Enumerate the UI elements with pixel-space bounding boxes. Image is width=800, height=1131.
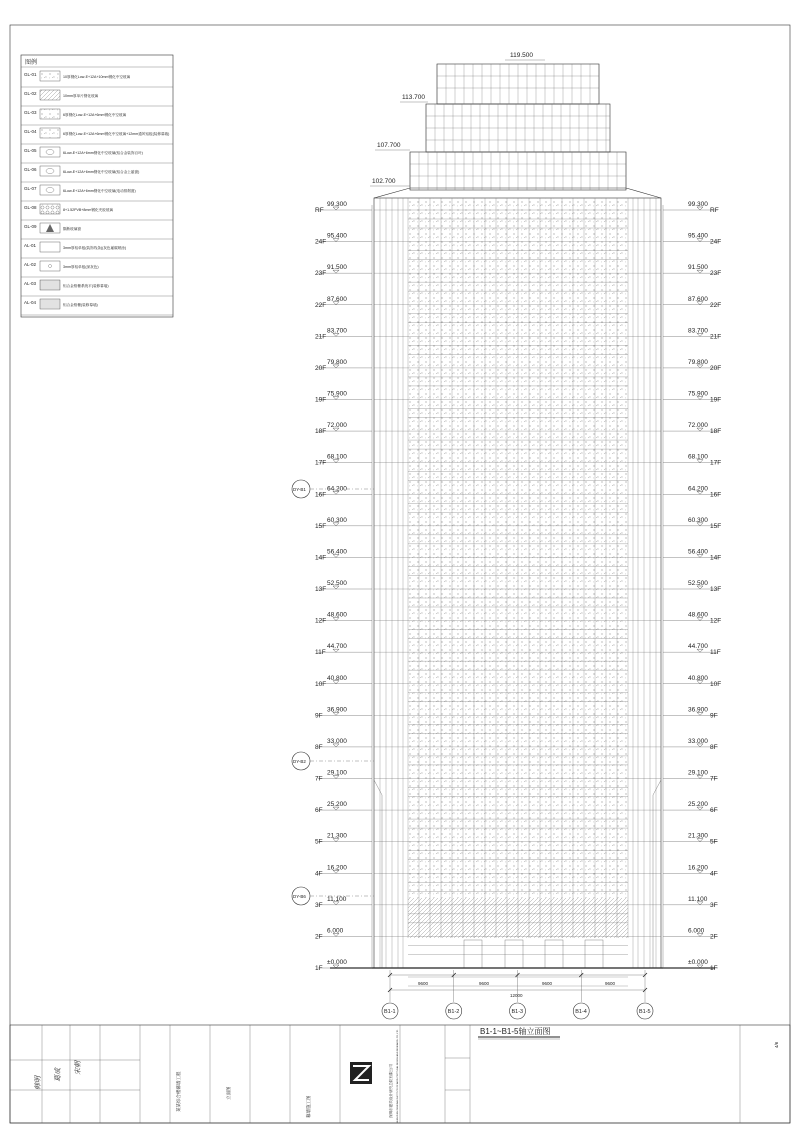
level-elev-right: 16.200 (688, 864, 708, 872)
level-elev-left: 25.200 (327, 801, 347, 809)
level-floor-right: 11F (710, 649, 721, 657)
sheet-number: 4/6 (774, 1041, 779, 1048)
level-elev-right: 40.800 (688, 674, 708, 682)
level-elev-right: 95.400 (688, 232, 708, 240)
drawing-title-text: B1-1~B1-5轴立面图 (480, 1027, 551, 1036)
level-elev-left: 11.100 (327, 895, 347, 903)
legend-code: GL-06 (24, 167, 37, 172)
level-elev-right: 72.000 (688, 422, 708, 430)
elev-top: 119.500 (510, 52, 534, 59)
level-elev-right: 48.600 (688, 611, 708, 619)
level-elev-right: ±0.000 (688, 959, 708, 966)
legend-code: GL-05 (24, 148, 37, 153)
level-elev-left: ±0.000 (327, 959, 347, 966)
level-floor-left: 16F (315, 491, 327, 499)
level-floor-left: 14F (315, 554, 327, 562)
level-elev-right: 60.300 (688, 516, 708, 524)
legend-text: 8+1.52PVB+8mm钢化夹胶玻璃 (63, 208, 113, 212)
level-floor-left: 3F (315, 901, 323, 909)
level-floor-right: 19F (710, 396, 722, 404)
level-elev-left: 40.800 (327, 674, 347, 682)
dim-total: 12000 (510, 993, 523, 998)
legend-code: AL-02 (24, 262, 37, 267)
level-elev-left: 16.200 (327, 864, 347, 872)
level-floor-right: RF (710, 207, 719, 214)
level-floor-left: 10F (315, 680, 327, 688)
level-elev-left: 52.500 (327, 580, 347, 587)
dim-bay-1: 9600 (418, 981, 429, 986)
level-floor-right: 7F (710, 775, 718, 783)
legend-swatch (40, 242, 60, 252)
legend-swatch (40, 166, 60, 176)
level-floor-left: 18F (315, 428, 327, 436)
legend-text: 铝合金格栅系统平(装修幕墙) (63, 284, 109, 288)
legend-swatch (40, 71, 60, 81)
levels-left (315, 201, 372, 972)
level-floor-left: 21F (315, 333, 327, 341)
level-elev-right: 52.500 (688, 580, 708, 587)
company-name-en: SHENZHEN GENERAL INSTITUTE OF ARCHITECTURAL DESIGN AND RESEARCH CO.,LTD (397, 1029, 399, 1123)
level-floor-right: 6F (710, 807, 718, 815)
legend-swatch (40, 185, 60, 195)
detail-marker-1: DY-B1 (293, 487, 306, 492)
elev-crown1: 107.700 (377, 142, 401, 149)
legend-text: 10厚钢化Low-E+12A+10mm钢化中空玻璃 (63, 75, 131, 79)
level-elev-right: 25.200 (688, 801, 708, 809)
legend-swatch (40, 261, 60, 271)
level-elev-left: 33.000 (327, 737, 347, 745)
signature-1: 宋朝 (75, 1061, 82, 1075)
elev-crown2: 113.700 (402, 94, 426, 101)
level-floor-right: 10F (710, 680, 722, 688)
level-elev-left: 36.900 (327, 706, 347, 714)
legend-title: 图例 (25, 60, 38, 66)
legend-swatch (40, 109, 60, 119)
legend-text: 6Low-E+12A+6mm钢化中空玻璃(铝合金装饰百叶) (63, 151, 143, 155)
level-floor-right: 9F (710, 712, 718, 720)
level-floor-left: 13F (315, 586, 327, 593)
legend-text: 10mm厚单片钢化玻璃 (63, 94, 99, 98)
level-elev-right: 56.400 (688, 548, 708, 556)
roof-parapet (374, 188, 661, 198)
level-elev-right: 6.000 (688, 927, 705, 935)
legend-text: 隔断玻璃窗 (63, 227, 81, 231)
level-floor-right: 17F (710, 459, 722, 467)
levels-right (663, 201, 721, 972)
level-elev-left: 95.400 (327, 232, 347, 240)
level-elev-right: 83.700 (688, 327, 708, 335)
legend-code: AL-01 (24, 243, 37, 248)
level-elev-right: 11.100 (688, 895, 708, 903)
level-elev-left: 87.600 (327, 295, 347, 303)
level-floor-right: 21F (710, 333, 722, 341)
drawing-name: 立面图 (226, 1086, 231, 1100)
legend-code: GL-02 (24, 91, 37, 96)
level-elev-left: 72.000 (327, 422, 347, 430)
dim-bay-4: 9600 (605, 981, 616, 986)
legend-text: 6Low-E+12A+6mm钢化中空玻璃(铝合金上悬窗) (63, 170, 140, 174)
level-floor-right: 4F (710, 870, 718, 878)
axis-label: B1-1 (384, 1009, 396, 1015)
level-elev-left: 64.200 (327, 485, 347, 493)
level-floor-right: 2F (710, 933, 718, 941)
drawing-title (478, 1026, 560, 1039)
level-elev-left: 79.800 (327, 358, 347, 366)
axis-label: B1-3 (511, 1009, 524, 1015)
level-elev-left: 48.600 (327, 611, 347, 619)
dim-bay-3: 9600 (542, 981, 553, 986)
level-floor-right: 18F (710, 428, 722, 436)
level-elev-right: 44.700 (688, 643, 708, 651)
level-floor-right: 14F (710, 554, 722, 562)
detail-marker-2: DY-B2 (293, 759, 306, 764)
entrance-doors (464, 940, 603, 968)
level-elev-right: 29.100 (688, 769, 708, 777)
company-logo (350, 1062, 372, 1084)
legend-swatch (40, 280, 60, 290)
level-elev-left: 29.100 (327, 769, 347, 777)
level-elev-left: 6.000 (327, 927, 344, 935)
signature-2: 葛成 (55, 1068, 62, 1082)
legend-text: 3mm厚铝单板(装饰线条)(灰色氟碳喷涂) (63, 246, 127, 250)
legend-text: 3mm厚铝单板(深灰色) (63, 265, 99, 269)
level-floor-right: 3F (710, 901, 718, 909)
axis-label: B1-2 (447, 1009, 460, 1015)
note: 幕墙施工图 (306, 1095, 311, 1118)
level-floor-right: 12F (710, 617, 722, 625)
level-elev-right: 87.600 (688, 295, 708, 303)
level-elev-right: 91.500 (688, 264, 708, 272)
legend (21, 55, 173, 317)
legend-text: 6Low-E+12A+6mm钢化中空玻璃(电动排烟窗) (63, 189, 136, 193)
level-floor-left: 22F (315, 301, 327, 309)
legend-code: AL-03 (24, 281, 37, 286)
level-floor-left: 17F (315, 459, 327, 467)
level-floor-left: 20F (315, 364, 327, 372)
level-elev-right: 64.200 (688, 485, 708, 493)
level-floor-right: 22F (710, 301, 722, 309)
level-elev-left: 99.300 (327, 201, 347, 208)
level-elev-left: 91.500 (327, 264, 347, 272)
level-elev-right: 33.000 (688, 737, 708, 745)
signature-3: 韩明 (35, 1076, 42, 1090)
axis-bubbles (382, 1003, 653, 1019)
legend-code: GL-04 (24, 129, 37, 134)
legend-swatch (40, 204, 60, 214)
level-elev-left: 21.300 (327, 832, 347, 840)
level-floor-right: 23F (710, 270, 722, 278)
level-floor-left: 15F (315, 522, 327, 530)
elev-roof-parapet: 102.700 (372, 178, 396, 185)
level-elev-left: 56.400 (327, 548, 347, 556)
legend-swatch (40, 299, 60, 309)
level-floor-right: 15F (710, 522, 722, 530)
detail-marker-3: DY-B6 (293, 894, 306, 899)
level-elev-left: 60.300 (327, 516, 347, 524)
level-floor-right: 8F (710, 743, 718, 751)
level-floor-right: 20F (710, 364, 722, 372)
level-floor-left: 4F (315, 870, 323, 878)
level-floor-left: RF (315, 207, 324, 214)
level-floor-right: 13F (710, 586, 722, 593)
level-floor-left: 8F (315, 743, 323, 751)
level-floor-left: 1F (315, 965, 323, 972)
title-block (10, 1025, 790, 1123)
level-elev-left: 44.700 (327, 643, 347, 651)
level-floor-left: 12F (315, 617, 327, 625)
level-elev-right: 99.300 (688, 201, 708, 208)
level-floor-left: 5F (315, 838, 323, 846)
legend-swatch (40, 128, 60, 138)
level-elev-left: 83.700 (327, 327, 347, 335)
level-elev-right: 36.900 (688, 706, 708, 714)
legend-text: 6厚钢化Low-E+12A+6mm钢化中空玻璃+12mm通风铝板(装修幕墙) (63, 132, 170, 136)
level-floor-left: 11F (315, 649, 326, 657)
legend-code: GL-08 (24, 205, 37, 210)
level-floor-right: 24F (710, 238, 722, 246)
legend-text: 6厚钢化Low-E+12A+6mm钢化中空玻璃 (63, 113, 127, 117)
level-floor-left: 24F (315, 238, 327, 246)
crown-elevation-tags (370, 52, 545, 186)
project-name: 某某综合楼幕墙工程 (176, 1071, 181, 1112)
level-floor-right: 5F (710, 838, 718, 846)
level-floor-left: 9F (315, 712, 323, 720)
legend-text: 铝合金格栅(装修幕墙) (63, 303, 98, 307)
level-floor-right: 16F (710, 491, 722, 499)
level-elev-right: 21.300 (688, 832, 708, 840)
level-floor-right: 1F (710, 965, 718, 972)
axis-label: B1-4 (575, 1009, 587, 1015)
axis-label: B1-5 (639, 1009, 651, 1015)
legend-code: GL-07 (24, 186, 37, 191)
legend-code: GL-09 (24, 224, 37, 229)
crown-grid (410, 64, 626, 190)
level-elev-right: 68.100 (688, 453, 708, 461)
level-floor-left: 6F (315, 807, 323, 815)
level-floor-left: 7F (315, 775, 323, 783)
building-elevation (330, 64, 715, 986)
level-elev-left: 75.900 (327, 390, 347, 398)
level-floor-left: 23F (315, 270, 327, 278)
legend-swatch (40, 147, 60, 157)
level-floor-left: 2F (315, 933, 323, 941)
legend-code: GL-03 (24, 110, 37, 115)
legend-code: GL-01 (24, 72, 37, 77)
level-elev-right: 75.900 (688, 390, 708, 398)
dim-bay-2: 9600 (479, 981, 490, 986)
level-floor-left: 19F (315, 396, 327, 404)
level-elev-left: 68.100 (327, 453, 347, 461)
legend-swatch (40, 90, 60, 100)
company-name: 深圳市建筑设计研究总院有限公司 (389, 1064, 393, 1118)
detail-markers (292, 480, 374, 905)
level-elev-right: 79.800 (688, 358, 708, 366)
legend-code: AL-04 (24, 300, 37, 305)
